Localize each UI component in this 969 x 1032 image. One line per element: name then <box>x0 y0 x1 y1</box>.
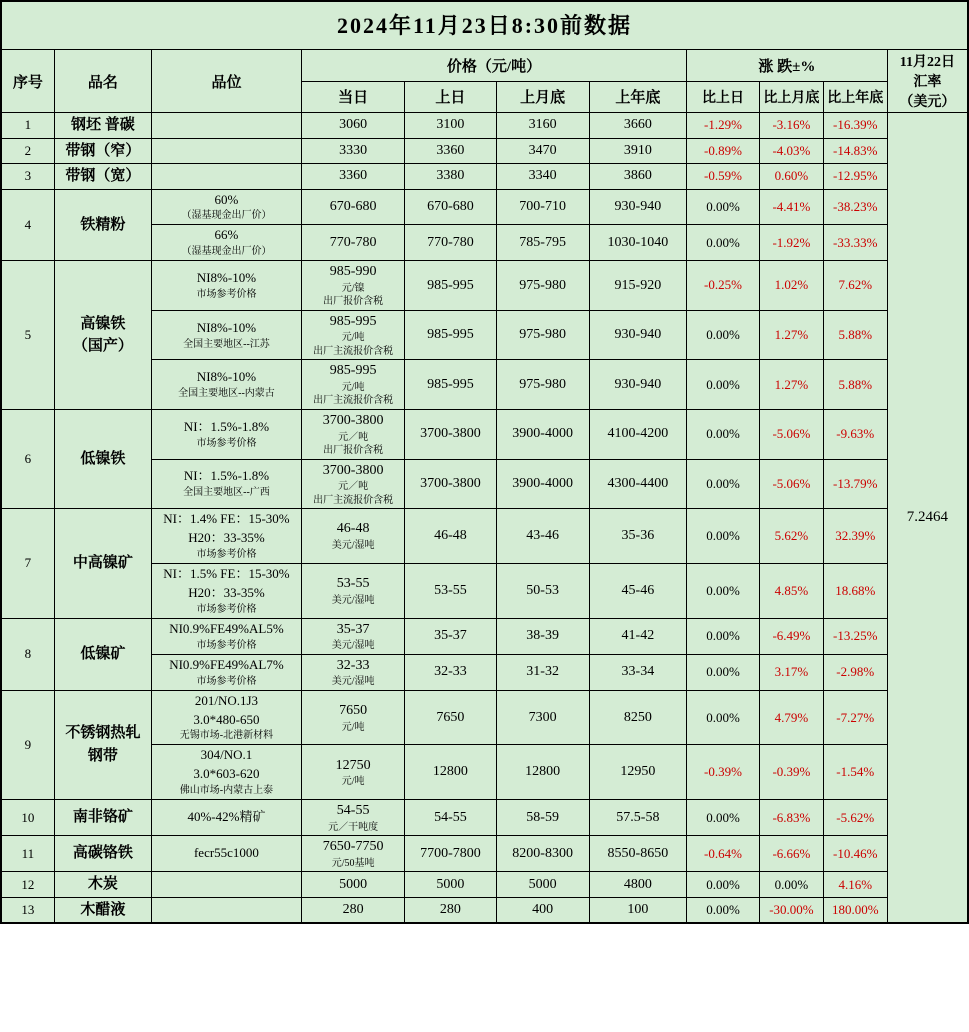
row-price-today-unit: 美元/湿吨 <box>331 540 375 552</box>
row-chg-year: -12.95% <box>823 164 887 190</box>
row-product-name: 不锈钢热轧 钢带 <box>54 690 151 799</box>
row-grade: NI：1.5%-1.8% 全国主要地区--广西 <box>151 459 301 509</box>
row-price-today: 670-680 <box>301 189 404 225</box>
row-chg-month: -5.06% <box>760 459 824 509</box>
row-chg-day: -0.59% <box>687 164 760 190</box>
row-grade-note: 市场参考价格 <box>196 675 257 687</box>
row-grade: NI：1.4% FE：15-30% H20：33-35% 市场参考价格 <box>151 509 301 564</box>
row-price-today-unit: 元/50基吨 <box>331 857 375 869</box>
header-fx-date: 11月22日 <box>899 55 955 70</box>
row-price-today: 5000 <box>301 872 404 898</box>
row-chg-month: 3.17% <box>760 654 824 690</box>
header-price-today: 当日 <box>301 81 404 113</box>
row-chg-month: 1.27% <box>760 360 824 410</box>
row-price-today: 280 <box>301 897 404 923</box>
row-price-prev-month: 8200-8300 <box>496 836 589 872</box>
row-chg-day: 0.00% <box>687 409 760 459</box>
table-row <box>2 836 968 872</box>
row-chg-year: 5.88% <box>823 360 887 410</box>
row-price-prev-day: 5000 <box>405 872 496 898</box>
row-chg-year: -13.25% <box>823 618 887 654</box>
row-grade-note: 市场参考价格 <box>196 603 257 615</box>
row-index: 10 <box>2 800 55 836</box>
row-price-prev-year: 1030-1040 <box>589 225 686 261</box>
row-price-prev-month: 3470 <box>496 138 589 164</box>
table-row <box>2 690 968 745</box>
row-chg-year: -2.98% <box>823 654 887 690</box>
row-chg-day: 0.00% <box>687 872 760 898</box>
row-product-name: 中高镍矿 <box>54 509 151 618</box>
row-price-today-unit: 元/吨 出厂主流报价含税 <box>313 332 394 357</box>
table-row <box>2 164 968 190</box>
row-grade: NI8%-10% 全国主要地区--内蒙古 <box>151 360 301 410</box>
row-product-name: 高镍铁 （国产） <box>54 261 151 410</box>
row-grade-note: 市场参考价格 <box>196 639 257 651</box>
row-price-prev-month: 43-46 <box>496 509 589 564</box>
table-row <box>2 138 968 164</box>
row-price-prev-month: 38-39 <box>496 618 589 654</box>
row-price-today-unit: 元／吨 出厂主流报价含税 <box>313 481 394 506</box>
row-chg-month: 4.79% <box>760 690 824 745</box>
row-price-prev-year: 4300-4400 <box>589 459 686 509</box>
row-grade-note: （湿基现金出厂价） <box>181 210 272 222</box>
row-price-today-unit: 元／吨 出厂报价含税 <box>323 431 384 457</box>
row-grade <box>151 138 301 164</box>
row-price-prev-year: 57.5-58 <box>589 800 686 836</box>
row-chg-day: -1.29% <box>687 113 760 139</box>
header-grade: 品位 <box>151 50 301 113</box>
row-price-today: 7650 元/吨 <box>301 690 404 745</box>
row-grade: 304/NO.1 3.0*603-620 佛山市场-内蒙古上泰 <box>151 745 301 800</box>
row-index: 7 <box>2 509 55 618</box>
row-chg-day: 0.00% <box>687 509 760 564</box>
row-chg-month: -4.41% <box>760 189 824 225</box>
header-fx-group <box>887 50 967 113</box>
row-price-prev-day: 46-48 <box>405 509 496 564</box>
table-row <box>2 261 968 311</box>
row-price-prev-year: 8250 <box>589 690 686 745</box>
row-price-prev-day: 3700-3800 <box>405 409 496 459</box>
row-chg-year: -5.62% <box>823 800 887 836</box>
row-price-prev-month: 975-980 <box>496 261 589 311</box>
row-chg-year: 5.88% <box>823 310 887 360</box>
row-price-prev-month: 5000 <box>496 872 589 898</box>
row-price-today: 770-780 <box>301 225 404 261</box>
row-product-name: 低镍铁 <box>54 409 151 508</box>
row-price-prev-day: 32-33 <box>405 654 496 690</box>
row-grade <box>151 113 301 139</box>
row-product-name: 带钢（宽） <box>54 164 151 190</box>
row-grade-note: 全国主要地区--广西 <box>183 487 270 499</box>
row-grade-note: 佛山市场-内蒙古上泰 <box>179 785 274 797</box>
row-chg-day: 0.00% <box>687 897 760 923</box>
row-price-today-unit: 美元/湿吨 <box>331 640 375 652</box>
row-grade-note: 市场参考价格 <box>196 437 257 449</box>
row-price-prev-day: 3100 <box>405 113 496 139</box>
row-price-prev-month: 3900-4000 <box>496 459 589 509</box>
row-chg-day: 0.00% <box>687 189 760 225</box>
row-price-today: 12750 元/吨 <box>301 745 404 800</box>
header-chg-month: 比上月底 <box>760 81 824 113</box>
row-price-prev-year: 41-42 <box>589 618 686 654</box>
row-price-today: 985-995 元/吨 出厂主流报价含税 <box>301 310 404 360</box>
row-price-prev-month: 700-710 <box>496 189 589 225</box>
header-price-prev-day: 上日 <box>405 81 496 113</box>
row-chg-month: 1.27% <box>760 310 824 360</box>
row-chg-month: -6.83% <box>760 800 824 836</box>
row-price-prev-year: 8550-8650 <box>589 836 686 872</box>
title-row <box>2 2 968 50</box>
row-grade-note: 市场参考价格 <box>196 548 257 560</box>
row-price-today: 3360 <box>301 164 404 190</box>
row-chg-day: -0.89% <box>687 138 760 164</box>
row-price-prev-day: 3360 <box>405 138 496 164</box>
row-chg-year: 18.68% <box>823 563 887 618</box>
fx-rate-value: 7.2464 <box>887 113 967 923</box>
header-price-prev-year: 上年底 <box>589 81 686 113</box>
row-chg-day: 0.00% <box>687 563 760 618</box>
row-chg-month: -0.39% <box>760 745 824 800</box>
row-chg-year: 180.00% <box>823 897 887 923</box>
row-chg-month: 4.85% <box>760 563 824 618</box>
table-row <box>2 113 968 139</box>
row-price-prev-day: 53-55 <box>405 563 496 618</box>
header-price-group: 价格（元/吨） <box>301 50 686 82</box>
row-price-today-unit: 元/吨 出厂主流报价含税 <box>313 381 394 407</box>
row-grade-note: 无锡市场-北港新材料 <box>179 730 274 742</box>
row-chg-day: 0.00% <box>687 618 760 654</box>
row-chg-year: -14.83% <box>823 138 887 164</box>
header-row-1 <box>2 50 968 82</box>
daily-price-table <box>1 1 968 923</box>
row-price-prev-month: 975-980 <box>496 360 589 410</box>
row-price-today: 54-55 元／干吨度 <box>301 800 404 836</box>
row-grade: NI0.9%FE49%AL7% 市场参考价格 <box>151 654 301 690</box>
table-row <box>2 872 968 898</box>
row-index: 2 <box>2 138 55 164</box>
row-chg-day: 0.00% <box>687 690 760 745</box>
row-price-prev-day: 985-995 <box>405 310 496 360</box>
row-price-prev-day: 3380 <box>405 164 496 190</box>
row-grade-note: 全国主要地区--江苏 <box>183 338 270 350</box>
row-price-prev-day: 7700-7800 <box>405 836 496 872</box>
row-grade <box>151 872 301 898</box>
row-chg-month: -30.00% <box>760 897 824 923</box>
row-grade: NI：1.5%-1.8% 市场参考价格 <box>151 409 301 459</box>
row-price-prev-month: 3160 <box>496 113 589 139</box>
row-index: 13 <box>2 897 55 923</box>
row-chg-month: -5.06% <box>760 409 824 459</box>
row-price-prev-day: 670-680 <box>405 189 496 225</box>
row-product-name: 带钢（窄） <box>54 138 151 164</box>
row-chg-month: -1.92% <box>760 225 824 261</box>
row-price-prev-month: 3340 <box>496 164 589 190</box>
row-chg-day: -0.39% <box>687 745 760 800</box>
row-chg-month: 1.02% <box>760 261 824 311</box>
table-row <box>2 897 968 923</box>
table-row <box>2 800 968 836</box>
row-price-prev-month: 975-980 <box>496 310 589 360</box>
row-price-today: 3700-3800 元／吨 出厂报价含税 <box>301 409 404 459</box>
row-grade: NI0.9%FE49%AL5% 市场参考价格 <box>151 618 301 654</box>
row-price-today: 32-33 美元/湿吨 <box>301 654 404 690</box>
row-price-today-unit: 元／干吨度 <box>328 821 379 833</box>
row-chg-year: 32.39% <box>823 509 887 564</box>
row-chg-year: -16.39% <box>823 113 887 139</box>
header-change-group: 涨 跌±% <box>687 50 888 82</box>
row-price-prev-year: 930-940 <box>589 310 686 360</box>
row-chg-year: -1.54% <box>823 745 887 800</box>
header-fx-unit: （美元） <box>899 95 956 110</box>
header-index: 序号 <box>2 50 55 113</box>
row-index: 3 <box>2 164 55 190</box>
row-chg-month: 0.00% <box>760 872 824 898</box>
row-price-prev-day: 35-37 <box>405 618 496 654</box>
row-price-prev-day: 12800 <box>405 745 496 800</box>
row-product-name: 木醋液 <box>54 897 151 923</box>
row-grade-note: 市场参考价格 <box>196 288 257 300</box>
row-price-prev-day: 280 <box>405 897 496 923</box>
row-price-prev-year: 3860 <box>589 164 686 190</box>
row-grade: fecr55c1000 <box>151 836 301 872</box>
row-chg-day: 0.00% <box>687 360 760 410</box>
row-price-prev-day: 985-995 <box>405 261 496 311</box>
row-index: 5 <box>2 261 55 410</box>
row-chg-day: 0.00% <box>687 225 760 261</box>
row-grade: 66% （湿基现金出厂价） <box>151 225 301 261</box>
row-chg-year: -9.63% <box>823 409 887 459</box>
row-grade: 201/NO.1J3 3.0*480-650 无锡市场-北港新材料 <box>151 690 301 745</box>
row-price-prev-year: 35-36 <box>589 509 686 564</box>
row-chg-year: 7.62% <box>823 261 887 311</box>
row-index: 4 <box>2 189 55 261</box>
row-price-today: 3060 <box>301 113 404 139</box>
row-price-prev-day: 54-55 <box>405 800 496 836</box>
row-chg-year: -7.27% <box>823 690 887 745</box>
row-chg-day: 0.00% <box>687 800 760 836</box>
row-grade: NI：1.5% FE：15-30% H20：33-35% 市场参考价格 <box>151 563 301 618</box>
row-price-prev-month: 785-795 <box>496 225 589 261</box>
row-grade: 60% （湿基现金出厂价） <box>151 189 301 225</box>
row-index: 12 <box>2 872 55 898</box>
row-product-name: 钢坯 普碳 <box>54 113 151 139</box>
row-chg-day: 0.00% <box>687 459 760 509</box>
row-grade-note: 全国主要地区--内蒙古 <box>178 388 275 400</box>
row-price-prev-year: 3660 <box>589 113 686 139</box>
row-chg-year: -33.33% <box>823 225 887 261</box>
row-grade: NI8%-10% 市场参考价格 <box>151 261 301 311</box>
row-price-today: 7650-7750 元/50基吨 <box>301 836 404 872</box>
row-chg-month: -4.03% <box>760 138 824 164</box>
row-index: 11 <box>2 836 55 872</box>
row-price-today: 985-995 元/吨 出厂主流报价含税 <box>301 360 404 410</box>
row-price-prev-year: 930-940 <box>589 189 686 225</box>
row-price-prev-month: 58-59 <box>496 800 589 836</box>
header-chg-year: 比上年底 <box>823 81 887 113</box>
row-grade <box>151 164 301 190</box>
row-product-name: 铁精粉 <box>54 189 151 261</box>
row-grade <box>151 897 301 923</box>
row-chg-month: 5.62% <box>760 509 824 564</box>
row-price-prev-month: 12800 <box>496 745 589 800</box>
row-chg-year: -38.23% <box>823 189 887 225</box>
table-row <box>2 409 968 459</box>
header-chg-day: 比上日 <box>687 81 760 113</box>
row-price-today: 3700-3800 元／吨 出厂主流报价含税 <box>301 459 404 509</box>
row-price-prev-day: 770-780 <box>405 225 496 261</box>
row-price-today-unit: 元/吨 <box>341 776 365 788</box>
row-index: 1 <box>2 113 55 139</box>
row-price-today: 35-37 美元/湿吨 <box>301 618 404 654</box>
row-price-prev-year: 930-940 <box>589 360 686 410</box>
row-chg-day: 0.00% <box>687 654 760 690</box>
row-price-today-unit: 美元/湿吨 <box>331 676 375 688</box>
row-price-prev-day: 985-995 <box>405 360 496 410</box>
row-chg-month: 0.60% <box>760 164 824 190</box>
header-price-prev-month: 上月底 <box>496 81 589 113</box>
row-price-prev-year: 100 <box>589 897 686 923</box>
row-price-today: 3330 <box>301 138 404 164</box>
row-price-prev-month: 50-53 <box>496 563 589 618</box>
page-title: 2024年11月23日8:30前数据 <box>2 2 968 50</box>
row-price-today: 985-990 元/镍 出厂报价含税 <box>301 261 404 311</box>
row-price-prev-month: 400 <box>496 897 589 923</box>
row-index: 6 <box>2 409 55 508</box>
row-price-prev-year: 45-46 <box>589 563 686 618</box>
row-price-today: 46-48 美元/湿吨 <box>301 509 404 564</box>
row-price-prev-month: 7300 <box>496 690 589 745</box>
row-chg-year: -13.79% <box>823 459 887 509</box>
row-chg-month: -3.16% <box>760 113 824 139</box>
row-price-prev-year: 4800 <box>589 872 686 898</box>
row-chg-year: -10.46% <box>823 836 887 872</box>
table-row <box>2 189 968 225</box>
row-grade: NI8%-10% 全国主要地区--江苏 <box>151 310 301 360</box>
row-price-today-unit: 美元/湿吨 <box>331 594 375 606</box>
row-price-today: 53-55 美元/湿吨 <box>301 563 404 618</box>
header-product: 品名 <box>54 50 151 113</box>
row-chg-day: -0.25% <box>687 261 760 311</box>
row-chg-year: 4.16% <box>823 872 887 898</box>
row-price-prev-month: 31-32 <box>496 654 589 690</box>
row-chg-month: -6.49% <box>760 618 824 654</box>
row-product-name: 低镍矿 <box>54 618 151 690</box>
row-price-today-unit: 元/吨 <box>341 721 365 733</box>
row-index: 9 <box>2 690 55 799</box>
row-product-name: 南非铬矿 <box>54 800 151 836</box>
table-row <box>2 509 968 564</box>
row-price-prev-year: 33-34 <box>589 654 686 690</box>
row-price-prev-year: 915-920 <box>589 261 686 311</box>
row-chg-day: 0.00% <box>687 310 760 360</box>
row-price-prev-year: 12950 <box>589 745 686 800</box>
row-price-prev-year: 4100-4200 <box>589 409 686 459</box>
header-fx-label: 汇率 <box>913 75 942 90</box>
row-price-prev-day: 3700-3800 <box>405 459 496 509</box>
row-chg-day: -0.64% <box>687 836 760 872</box>
row-price-prev-month: 3900-4000 <box>496 409 589 459</box>
row-product-name: 高碳铬铁 <box>54 836 151 872</box>
row-price-today-unit: 元/镍 出厂报价含税 <box>323 282 384 308</box>
row-chg-month: -6.66% <box>760 836 824 872</box>
table-row <box>2 618 968 654</box>
row-index: 8 <box>2 618 55 690</box>
row-grade-note: （湿基现金出厂价） <box>181 246 272 258</box>
row-price-prev-day: 7650 <box>405 690 496 745</box>
row-product-name: 木炭 <box>54 872 151 898</box>
row-grade: 40%-42%精矿 <box>151 800 301 836</box>
row-price-prev-year: 3910 <box>589 138 686 164</box>
